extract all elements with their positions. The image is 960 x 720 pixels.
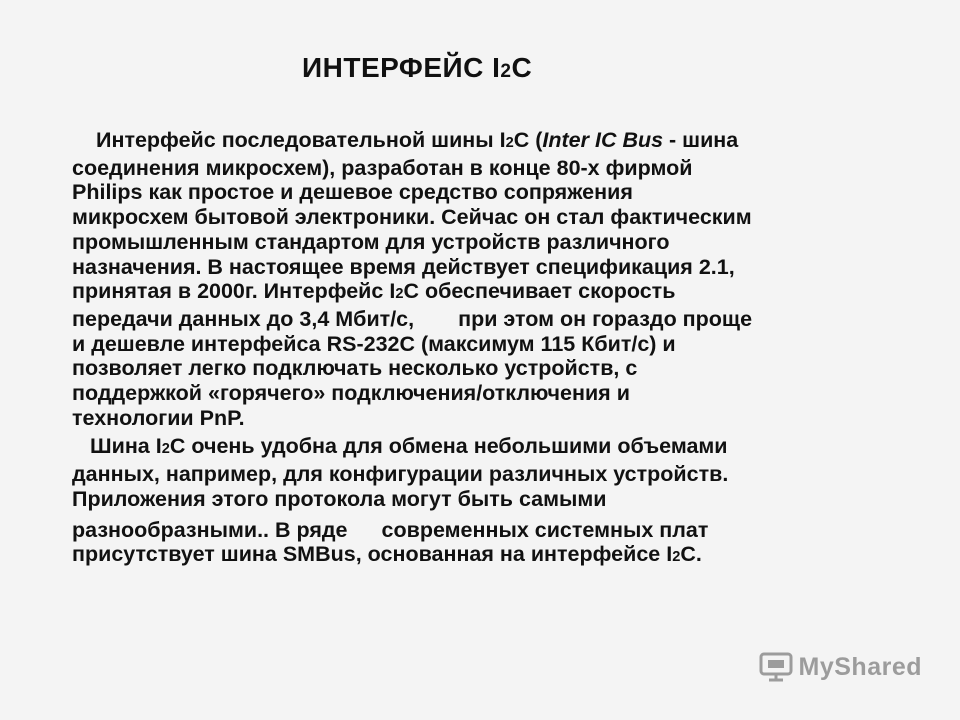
slide-body [72,128,952,570]
paragraph-1-line-10: позволяет легко подключать несколько устройств, с [72,356,638,381]
italic-term: Inter IC Bus [542,128,664,152]
paragraph-1-line-11: поддержкой «горячего» подключения/отключения и [72,381,630,406]
watermark-text: MyShared [798,652,922,681]
paragraph-1-line-9: и дешевле интерфейса RS-232C (максимум 115 Кбит/с) и [72,331,676,356]
paragraph-2-line-4: разнообразными.. В ряде современных системных плат [72,517,709,542]
paragraph-1-line-8: передачи данных до 3,4 Мбит/с, при этом он гораздо проще [72,306,753,331]
paragraph-1-line-3: Philips как простое и дешевое средство сопряжения [72,180,633,205]
paragraph-1-line-12: технологии PnP. [72,405,245,430]
paragraph-1-line-5: промышленным стандартом для устройств различного [72,229,670,254]
paragraph-1-line-1: Интерфейс последовательной шины I2С (Inter IC Bus - шина [96,128,739,152]
paragraph-2-line-2: данных, например, для конфигурации различных устройств. [72,462,729,487]
title-subscript: 2 [500,61,512,82]
paragraph-1-line-7: принятая в 2000г. Интерфейс I2С обеспечивает скорость [72,279,676,304]
paragraph-2-line-5: присутствует шина SMBus, основанная на интерфейсе I2С. [72,542,702,567]
slide-title [302,52,532,84]
paragraph-1-line-4: микросхем бытовой электроники. Сейчас он стал фактическим [72,205,752,230]
paragraph-1-line-6: назначения. В настоящее время действует спецификация 2.1, [72,254,735,279]
title-text-end: С [511,52,533,83]
paragraph-2-line-3: Приложения этого протокола могут быть самыми [72,486,607,511]
title-text: ИНТЕРФЕЙС I [302,52,501,83]
paragraph-1-line-2: соединения микросхем), разработан в конце 80-х фирмой [72,155,693,180]
watermark [759,652,922,682]
projector-screen-icon [759,652,793,682]
paragraph-2-line-1: Шина I2С очень удобна для обмена небольшими объемами [90,434,728,459]
